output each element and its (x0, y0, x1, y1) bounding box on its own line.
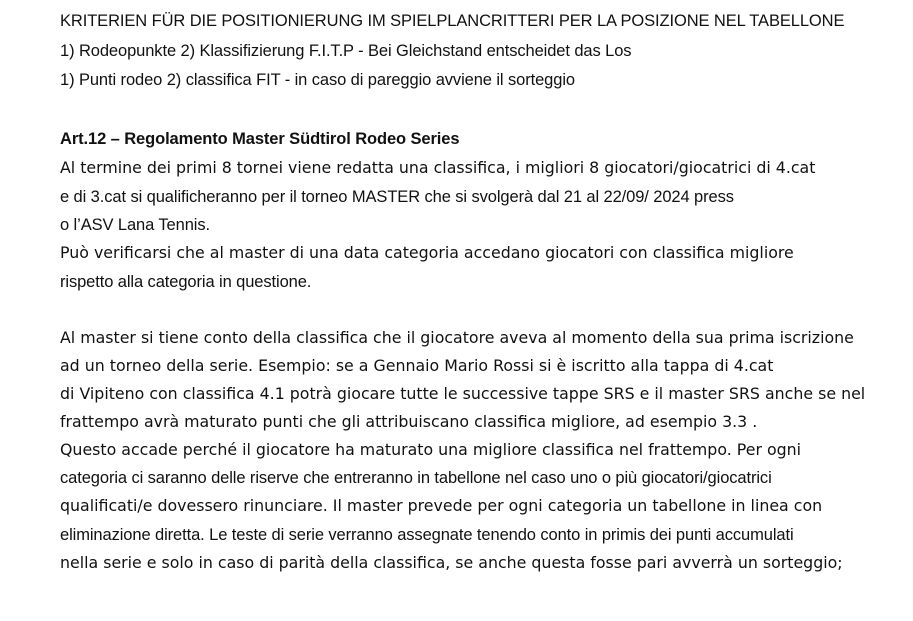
paragraph-line: eliminazione diretta. Le teste di serie verranno assegnate tenendo conto in primis dei punti accumulati (60, 526, 794, 544)
paragraph-line: qualificati/e dovessero rinunciare. Il master prevede per ogni categoria un tabellone in linea con (60, 496, 823, 515)
criteria-heading: KRITERIEN FÜR DIE POSITIONIERUNG IM SPIELPLANCRITTERI PER LA POSIZIONE NEL TABELLONE (60, 12, 845, 30)
paragraph-line: ad un torneo della serie. Esempio: se a Gennaio Mario Rossi si è iscritto alla tappa di 4.cat (60, 356, 774, 375)
paragraph-line: o l’ASV Lana Tennis. (60, 216, 210, 234)
paragraph-line: Questo accade perché il giocatore ha maturato una migliore classifica nel frattempo. Per ogni (60, 440, 802, 459)
criteria-german: 1) Rodeopunkte 2) Klassifizierung F.I.T.P - Bei Gleichstand entscheidet das Los (60, 42, 632, 60)
paragraph-line: categoria ci saranno delle riserve che entreranno in tabellone nel caso uno o più giocatori/giocatrici (60, 469, 772, 487)
paragraph-line: e di 3.cat si qualificheranno per il torneo MASTER che si svolgerà dal 21 al 22/09/ 2024 press (60, 188, 734, 206)
paragraph-line: nella serie e solo in caso di parità della classifica, se anche questa fosse pari avverrà un sorteggio; (60, 553, 843, 572)
criteria-italian: 1) Punti rodeo 2) classifica FIT - in caso di pareggio avviene il sorteggio (60, 71, 575, 89)
paragraph-line: rispetto alla categoria in questione. (60, 273, 312, 291)
paragraph-line: Al termine dei primi 8 tornei viene redatta una classifica, i migliori 8 giocatori/giocatrici di 4.cat (60, 158, 816, 177)
article-title: Art.12 – Regolamento Master Südtirol Rodeo Series (60, 130, 460, 148)
paragraph-line: Al master si tiene conto della classifica che il giocatore aveva al momento della sua prima iscrizione (60, 328, 854, 347)
paragraph-line: di Vipiteno con classifica 4.1 potrà giocare tutte le successive tappe SRS e il master SRS anche se nel (60, 384, 866, 403)
paragraph-line: frattempo avrà maturato punti che gli attribuiscano classifica migliore, ad esempio 3.3 . (60, 412, 758, 431)
paragraph-line: Può verificarsi che al master di una data categoria accedano giocatori con classifica migliore (60, 243, 794, 262)
